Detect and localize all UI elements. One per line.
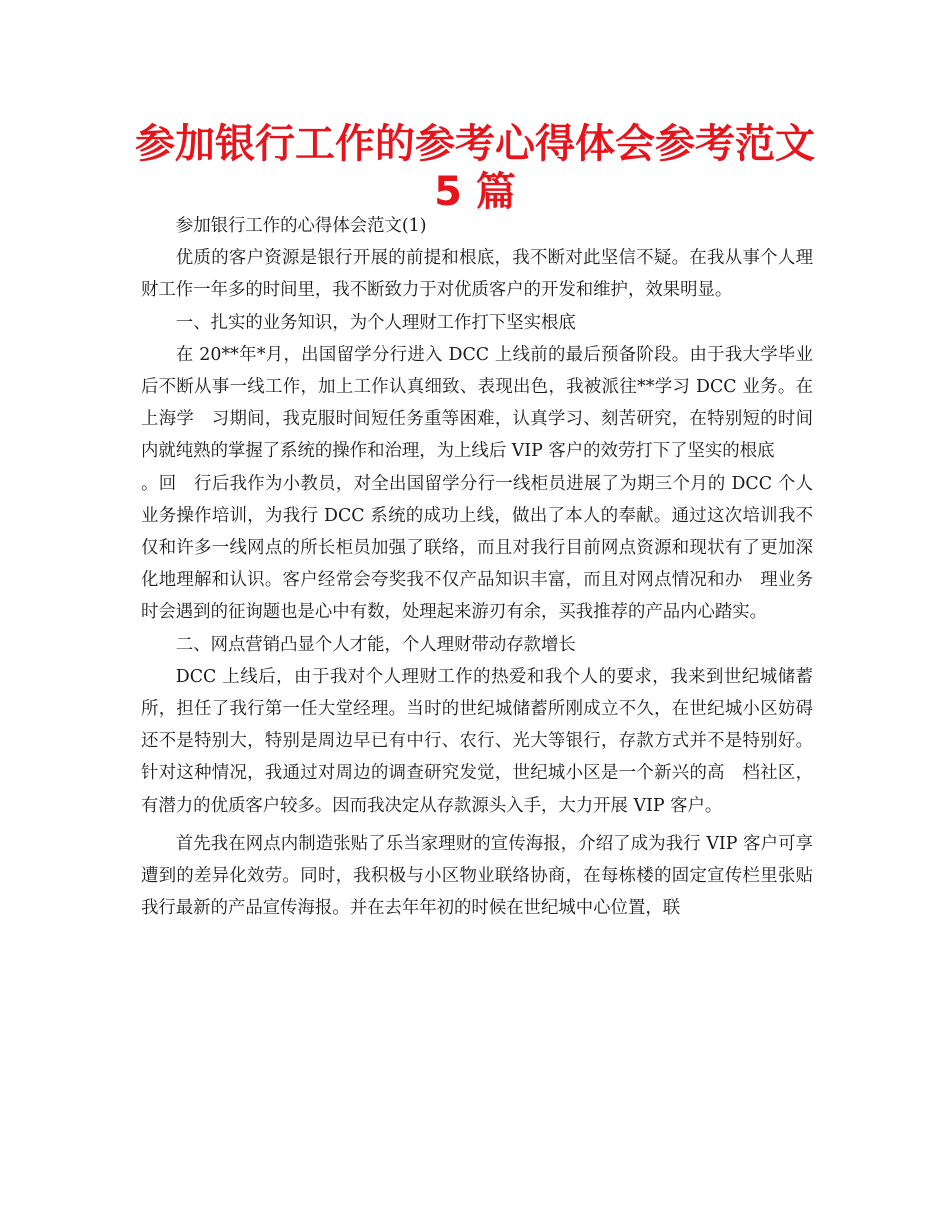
section-heading-2: 二、网点营销凸显个人才能，个人理财带动存款增长 — [175, 634, 576, 655]
paragraph-intro: 优质的客户资源是银行开展的前提和根底，我不断对此坚信不疑。在我从事个人理财工作一年多的时间里，我不断致力于对优质客户的开发和维护，效果明显。 — [141, 248, 813, 301]
section-heading-1: 一、扎实的业务知识，为个人理财工作打下坚实根底 — [175, 312, 576, 333]
paragraph-teaching: 。回 行后我作为小教员，对全出国留学分行一线柜员进展了为期三个月的 DCC 个人业务操作培训，为我行 DCC 系统的成功上线，做出了本人的奉献。通过这次培训我不 仅和许多一线网点的所长柜员加强了联络，而且对我行目前网点资源和现状有了更加深化地理解和认识。客户经常会夸奖我不仅产品知识丰富，而且对网点情况和办 理业务时会遇到的征询题也是心中有数，处理起来游刃有余，买我推荐的产品内心踏实。 — [141, 473, 831, 623]
section-heading-essay-1: 参加银行工作的心得体会范文(1) — [175, 216, 427, 236]
paragraph-lobby-manager: DCC 上线后，由于我对个人理财工作的热爱和我个人的要求，我来到世纪城储蓄所，担任了我行第一任大堂经理。当时的世纪城储蓄所刚成立不久，在世纪城小区妨碍还不是特别大，特别是周边早已有中行、农行、光大等银行，存款方式并不是特别好。针对这种情况，我通过对周边的调查研究发觉，世纪城小区是一个新兴的高 档社区，有潜力的优质客户较多。因而我决定从存款源头入手，大力开展 VIP 客户。 — [141, 666, 813, 816]
paragraph-dcc-training: 在 20**年*月，出国留学分行进入 DCC 上线前的最后预备阶段。由于我大学毕业后不断从事一线工作，加上工作认真细致、表现出色，我被派往**学习 DCC 业务。在上海学 习期间，我克服时间短任务重等困难，认真学习、刻苦研究，在特别短的时间内就纯熟的掌握了系统的操作和治理，为上线后 VIP 客户的效劳打下了坚实的根底 — [141, 344, 813, 462]
document-body — [141, 210, 831, 924]
paragraph-marketing: 首先我在网点内制造张贴了乐当家理财的宣传海报，介绍了成为我行 VIP 客户可享遭到的差异化效劳。同时，我积极与小区物业联络协商，在每栋楼的固定宣传栏里张贴我行最新的产品宣传海报。并在去年年初的时候在世纪城中心位置，联 — [141, 833, 813, 919]
document-title: 参加银行工作的参考心得体会参考范文 5 篇 — [135, 121, 815, 215]
